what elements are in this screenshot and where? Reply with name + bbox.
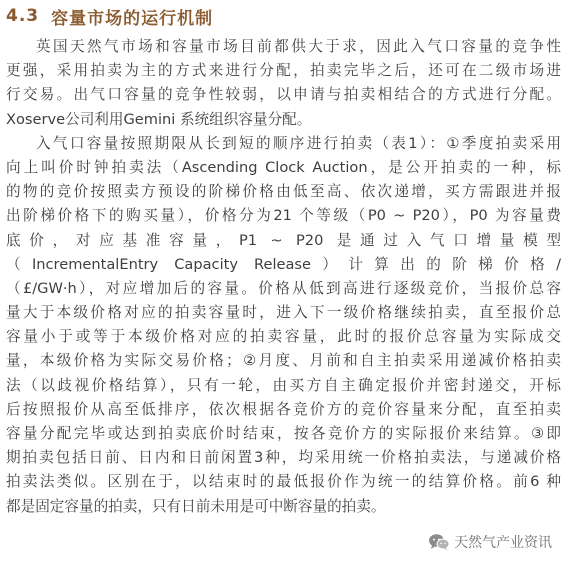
- text-line: 入气口容量按照期限从长到短的顺序进行拍卖（表1）：①季度拍卖采用: [36, 134, 561, 152]
- text-line: 出阶梯价格下的购买量），价格分为21 个等级（P0 ~ P20），P0 为容量费: [6, 207, 561, 225]
- section-title: 容量市场的运行机制: [51, 8, 214, 29]
- watermark: [426, 531, 556, 553]
- text-line: （£/GW·h），对应增加后的容量。价格从低到高进行逐级竞价，当报价总容: [6, 279, 561, 297]
- text-line: 的物的竞价按照卖方预设的阶梯价格由低至高、依次递增，买方需跟进并报: [6, 183, 561, 201]
- text-line: 法（以歧视价格结算），只有一轮，由买方自主确定报价并密封递交，开标: [6, 376, 561, 394]
- body-text: [6, 35, 561, 519]
- text-line: （IncrementalEntry Capacity Release）计算出的阶梯价格/: [6, 255, 561, 273]
- text-line: 期拍卖包括日前、日内和日前闲置3种，均采用统一价格拍卖法，与递减价格: [6, 449, 561, 467]
- section-number: 4.3: [6, 6, 40, 26]
- text-line: 英国天然气市场和容量市场目前都供大于求，因此入气口容量的竞争性: [36, 38, 561, 55]
- text-line: 向上叫价时钟拍卖法（Ascending Clock Auction，是公开拍卖的一种，标: [6, 158, 561, 176]
- text-line: 容量小于或等于本级价格对应的拍卖容量，此时的报价总容量为实际成交: [6, 328, 561, 346]
- section-heading: [6, 2, 213, 30]
- text-line: 量，本级价格为实际交易价格；②月度、月前和自主拍卖采用递减价格拍卖: [6, 352, 561, 370]
- text-line: 拍卖法类似。区别在于，以结束时的最低报价作为统一的结算价格。前6 种: [6, 473, 561, 491]
- text-line: 容量分配完毕或达到拍卖底价时结束，按各竞价方的实际报价来结算。③即: [6, 425, 561, 442]
- text-line: 更强，采用拍卖为主的方式来进行分配，拍卖完毕之后，还可在二级市场进: [6, 62, 561, 80]
- watermark-text: 天然气产业资讯: [454, 535, 552, 551]
- text-line: 行交易。出气口容量的竞争性较弱，以申请与拍卖相结合的方式进行分配。: [6, 86, 561, 104]
- text-line: 后按照报价从高至低排序，依次根据各竞价方的竞价容量来分配，直至拍卖: [6, 400, 561, 418]
- text-line: Xoserve公司利用Gemini 系统组织容量分配。: [6, 110, 312, 128]
- text-line: 都是固定容量的拍卖，只有日前未用是可中断容量的拍卖。: [6, 497, 386, 515]
- text-line: 量大于本级价格对应的拍卖容量时，进入下一级价格继续拍卖，直至报价总: [6, 304, 561, 322]
- wechat-icon: [428, 533, 450, 551]
- text-line: 底价，对应基准容量，P1 ~ P20 是通过入气口增量模型: [6, 231, 561, 249]
